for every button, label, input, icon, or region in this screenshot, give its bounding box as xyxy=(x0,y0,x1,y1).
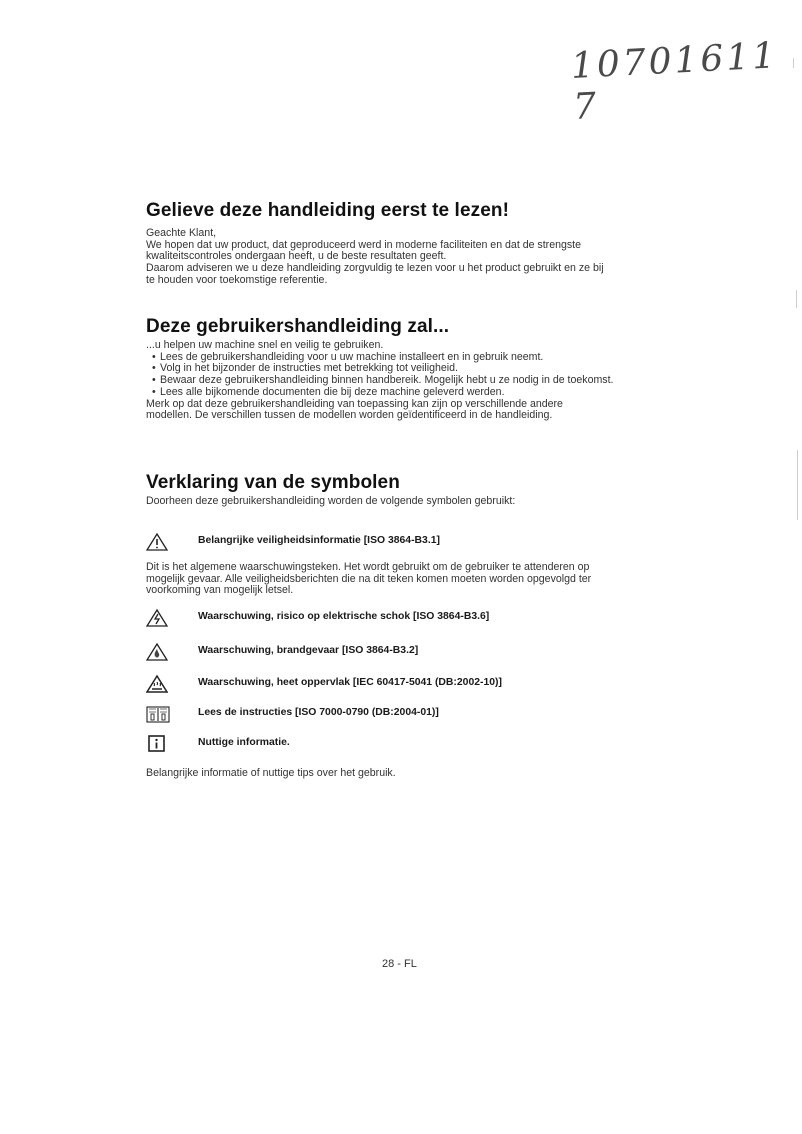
fire-warning-icon xyxy=(146,642,168,662)
text-line: Merk op dat deze gebruikershandleiding van toepassing kan zijn op verschillende andere xyxy=(146,397,563,410)
manual-purpose-section xyxy=(146,316,646,422)
symbol-row xyxy=(146,704,666,726)
scan-edge-mark xyxy=(793,58,794,68)
text-line: Daarom adviseren we u deze handleiding zorgvuldig te lezen voor u het product gebruikt en ze bij xyxy=(146,262,604,275)
symbol-row xyxy=(146,642,666,664)
purpose-bullet-list xyxy=(146,352,646,399)
section-title: Deze gebruikershandleiding zal... xyxy=(146,316,450,337)
page-number: 28 - FL xyxy=(382,958,417,970)
list-item: • Lees de gebruikershandleiding voor u uw machine installeert en in gebruik neemt. xyxy=(152,352,646,364)
read-instructions-book-icon xyxy=(146,704,170,724)
warning-triangle-icon xyxy=(146,532,168,552)
handwritten-number: 10701611 7 xyxy=(570,35,780,128)
list-item: • Volg in het bijzonder de instructies met betrekking tot veiligheid. xyxy=(152,363,646,375)
text-line: mogelijk gevaar. Alle veiligheidsberichten die na dit teken komen moeten worden opgevolgd ter xyxy=(146,572,592,585)
list-item: • Lees alle bijkomende documenten die bij deze machine geleverd werden. xyxy=(152,387,646,399)
section-title: Verklaring van de symbolen xyxy=(146,472,400,493)
symbol-description xyxy=(146,562,646,597)
hot-surface-warning-icon xyxy=(146,674,168,694)
symbol-label: Nuttige informatie. xyxy=(198,737,290,748)
list-item: • Bewaar deze gebruikershandleiding binnen handbereik. Mogelijk hebt u ze nodig in de toekomst. xyxy=(152,375,646,387)
symbol-label: Lees de instructies [ISO 7000-0790 (DB:2004-01)] xyxy=(198,707,439,718)
symbol-label: Waarschuwing, brandgevaar [ISO 3864-B3.2] xyxy=(198,645,419,656)
text-line: ...u helpen uw machine snel en veilig te gebruiken. xyxy=(146,339,384,351)
symbols-intro xyxy=(146,496,646,508)
text-line: We hopen dat uw product, dat geproduceerd werd in moderne faciliteiten en dat de strengste xyxy=(146,238,582,251)
text-line: voorkoming van mogelijk letsel. xyxy=(146,584,294,597)
text-line: Doorheen deze gebruikershandleiding worden de volgende symbolen gebruikt: xyxy=(146,495,516,507)
symbol-row xyxy=(146,532,666,554)
text-line: modellen. De verschillen tussen de modellen worden geïdentificeerd in de handleiding. xyxy=(146,409,553,422)
symbol-label: Waarschuwing, heet oppervlak [IEC 60417-5041 (DB:2002-10)] xyxy=(198,677,502,688)
intro-text xyxy=(146,228,646,287)
text-line: Belangrijke informatie of nuttige tips over het gebruik. xyxy=(146,767,396,779)
info-icon xyxy=(146,734,168,754)
purpose-text xyxy=(146,340,646,422)
symbol-row xyxy=(146,674,666,696)
text-line: Geachte Klant, xyxy=(146,227,217,239)
text-line: te houden voor toekomstige referentie. xyxy=(146,273,328,286)
intro-section xyxy=(146,200,646,287)
scan-edge-mark xyxy=(796,290,797,308)
text-line: Dit is het algemene waarschuwingsteken. Het wordt gebruikt om de gebruiker te attenderen op xyxy=(146,561,590,573)
info-description xyxy=(146,768,646,780)
scan-edge-mark xyxy=(797,450,798,520)
text-line: kwaliteitscontroles ondergaan heeft, u de beste resultaten geeft. xyxy=(146,250,447,263)
symbol-label: Waarschuwing, risico op elektrische schok [ISO 3864-B3.6] xyxy=(198,611,490,622)
symbols-section xyxy=(146,472,646,779)
section-title: Gelieve deze handleiding eerst te lezen! xyxy=(146,200,510,221)
symbol-label: Belangrijke veiligheidsinformatie [ISO 3864-B3.1] xyxy=(198,535,440,546)
electric-shock-warning-icon xyxy=(146,608,168,628)
symbol-row xyxy=(146,608,666,630)
symbol-row xyxy=(146,734,666,756)
